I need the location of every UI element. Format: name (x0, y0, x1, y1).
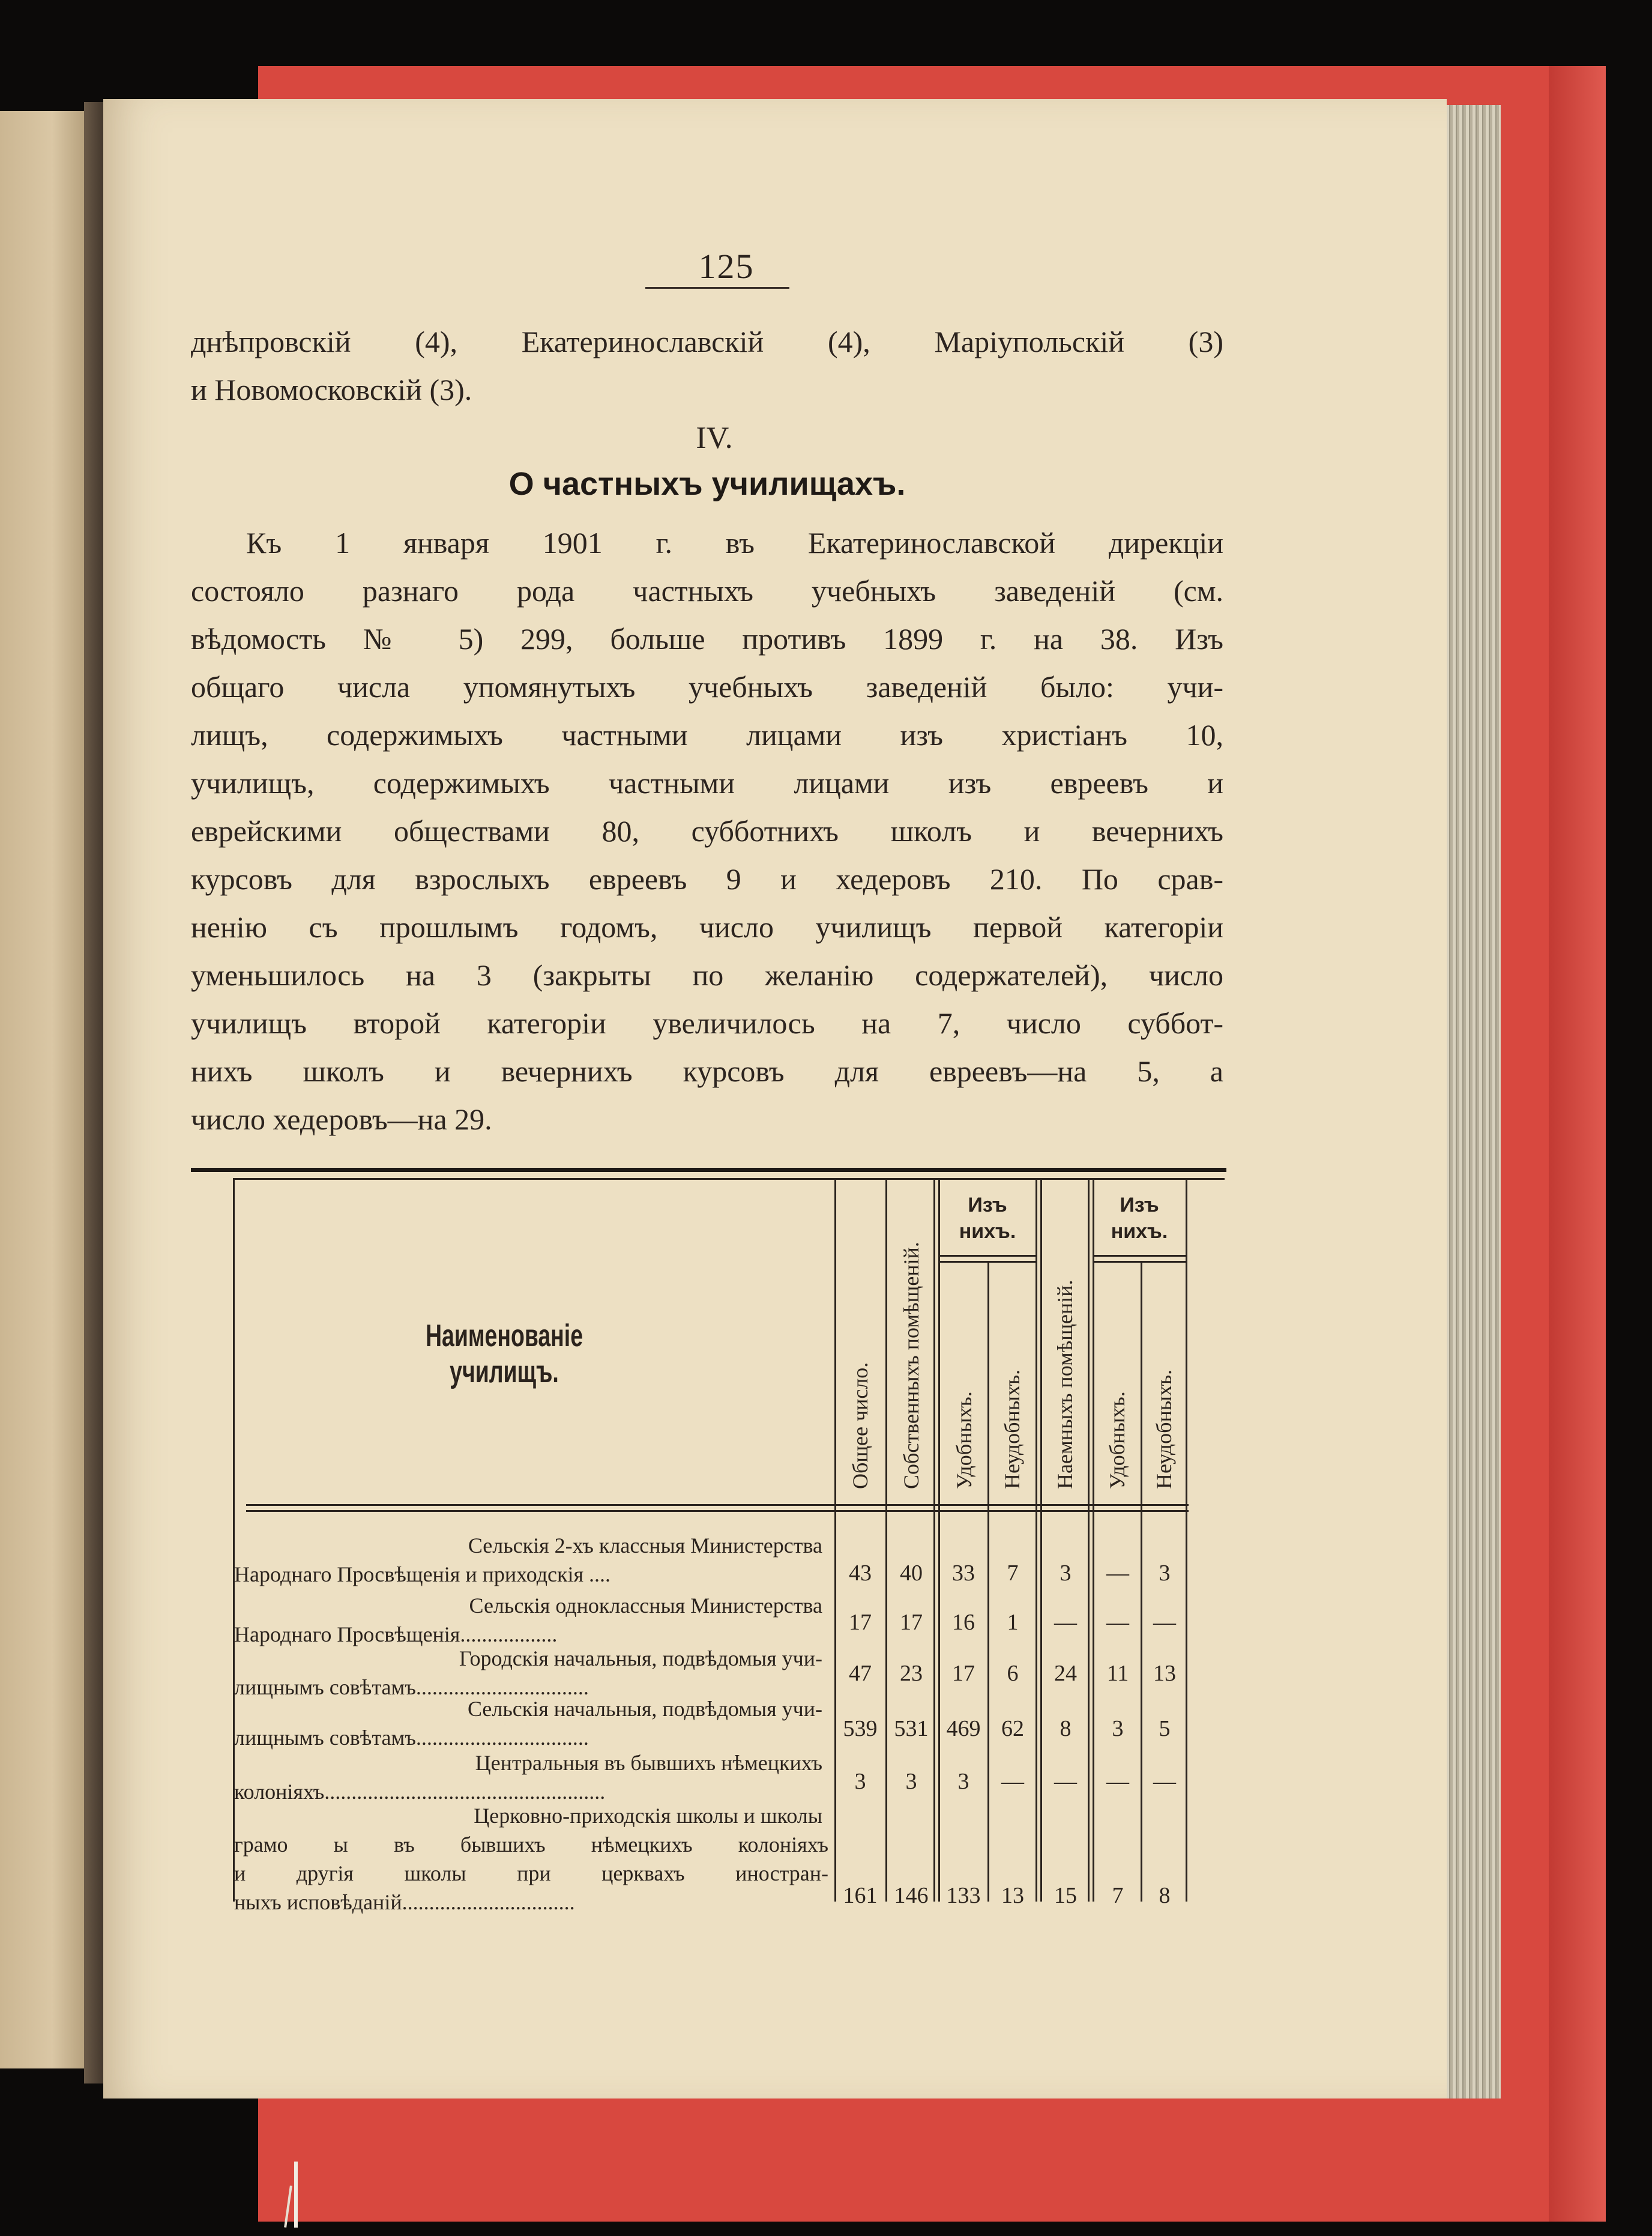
intro-line: днѣпровскій (4), Екатеринославскій (4), Маріупольскій (3) (191, 325, 1223, 358)
cell-own-suitable: 16 (952, 1610, 975, 1635)
cell-own-unsuitable: 1 (1007, 1610, 1019, 1635)
intro-line: и Новомосковскій (3). (191, 373, 472, 406)
col-header-own: Собственныхъ помѣщеній. (899, 1242, 923, 1489)
paragraph-line: общаго числа упомянутыхъ учебныхъ заведеній было: учи- (191, 670, 1223, 704)
paragraph-line: вѣдомость № 5) 299, больше противъ 1899 г. на 38. Изъ (191, 622, 1223, 656)
table-row-name: Церковно-приходскія школы и школы грамо ы въ бывшихъ нѣмецкихъ колоніяхъ и другія школы при церквахъ иностран- ныхъ исповѣданій................................ (234, 1804, 828, 1914)
cell-own: 3 (905, 1769, 917, 1794)
cell-rented-unsuitable: 13 (1153, 1661, 1176, 1686)
cell-total: 17 (849, 1610, 872, 1635)
table-row-name: Сельскія 2-хъ классныя Министерства Народнаго Просвѣщенія и приходскія .... (234, 1533, 822, 1586)
cell-total: 3 (854, 1769, 866, 1794)
cell-own-unsuitable: — (1001, 1769, 1024, 1794)
cell-rented-unsuitable: — (1153, 1769, 1176, 1794)
cell-rented: 8 (1060, 1716, 1072, 1741)
page-stack-edges (1444, 105, 1501, 2099)
cell-own-unsuitable: 62 (1001, 1716, 1024, 1741)
paragraph-line: ненію съ прошлымъ годомъ, число училищъ первой категоріи (191, 910, 1223, 944)
col-header-unsuitable: Неудобныхъ. (1000, 1369, 1024, 1489)
col-header-suitable: Удобныхъ. (1105, 1391, 1129, 1489)
cell-rented-suitable: 3 (1112, 1716, 1124, 1741)
group-rule (1093, 1261, 1187, 1263)
paragraph-line: училищъ второй категоріи увеличилось на 7, число суббот- (191, 1006, 1223, 1040)
cell-rented-suitable: — (1106, 1561, 1129, 1586)
table-row-name: Городскія начальныя, подвѣдомыя учи- лищнымъ совѣтамъ................................ (234, 1646, 822, 1699)
cell-rented: — (1054, 1610, 1077, 1635)
cover-edge (1549, 66, 1606, 2222)
cell-rented-unsuitable: 5 (1159, 1716, 1171, 1741)
cell-total: 47 (849, 1661, 872, 1686)
table-row-name: Сельскія начальныя, подвѣдомыя учи- лищнымъ совѣтамъ................................ (234, 1697, 822, 1750)
section-title: О частныхъ училищахъ. (508, 466, 906, 502)
cell-total: 539 (843, 1716, 878, 1741)
page-number: 125 (698, 247, 755, 286)
cell-rented: 15 (1054, 1883, 1077, 1908)
paragraph-line: нихъ школъ и вечернихъ курсовъ для евреевъ—на 5, а (191, 1054, 1223, 1088)
cell-rented-unsuitable: — (1153, 1610, 1176, 1635)
header-bottom-rule (246, 1510, 1189, 1512)
cell-own: 23 (900, 1661, 923, 1686)
page-number-rule (645, 287, 789, 289)
col-header-unsuitable: Неудобныхъ. (1152, 1369, 1176, 1489)
cell-own: 40 (900, 1561, 923, 1586)
left-page-edge (0, 111, 87, 2068)
paragraph-line: лищъ, содержимыхъ частными лицами изъ христіанъ 10, (191, 718, 1223, 752)
cell-rented-suitable: — (1106, 1610, 1129, 1635)
cell-rented: — (1054, 1769, 1077, 1794)
paragraph-line: число хедеровъ—на 29. (191, 1102, 492, 1136)
group-rule (938, 1255, 1037, 1257)
cell-own-suitable: 133 (946, 1883, 981, 1908)
paragraph-line: Къ 1 января 1901 г. въ Екатеринославской дирекціи (246, 526, 1223, 560)
bookmark-ribbon (294, 2162, 298, 2228)
cell-rented: 24 (1054, 1661, 1077, 1686)
cell-rented-suitable: 11 (1106, 1661, 1129, 1686)
cell-rented-suitable: — (1106, 1769, 1129, 1794)
group-header-own: Изъ нихъ. (959, 1194, 1016, 1243)
section-numeral: IV. (696, 421, 733, 455)
table-top-rule-thin (234, 1178, 1225, 1180)
cell-total: 43 (849, 1561, 872, 1586)
paragraph-line: училищъ, содержимыхъ частными лицами изъ евреевъ и (191, 766, 1223, 800)
table-name-header: Наименованіе училищъ. (425, 1319, 583, 1389)
col-header-rented: Наемныхъ помѣщеній. (1053, 1280, 1077, 1489)
cell-own: 146 (894, 1883, 929, 1908)
cell-own-suitable: 17 (952, 1661, 975, 1686)
table-top-rule (191, 1168, 1226, 1172)
cell-own: 531 (894, 1716, 929, 1741)
cell-rented-suitable: 7 (1112, 1883, 1124, 1908)
cell-total: 161 (843, 1883, 878, 1908)
header-bottom-rule (246, 1504, 1189, 1506)
paragraph-line: курсовъ для взрослыхъ евреевъ 9 и хедеровъ 210. По срав- (191, 862, 1223, 896)
paragraph-line: еврейскими обществами 80, субботнихъ школъ и вечернихъ (191, 814, 1223, 848)
table-row-name: Центральныя въ бывшихъ нѣмецкихъ колоніяхъ.................................................... (234, 1751, 822, 1804)
table-row-name: Сельскія одноклассныя Министерства Народнаго Просвѣщенія.................. (234, 1594, 822, 1646)
group-rule (1093, 1255, 1187, 1257)
cell-rented-unsuitable: 3 (1159, 1561, 1171, 1586)
cell-rented-unsuitable: 8 (1159, 1883, 1171, 1908)
paragraph-line: уменьшилось на 3 (закрыты по желанію содержателей), число (191, 958, 1223, 992)
cell-own-unsuitable: 13 (1001, 1883, 1024, 1908)
cell-own-unsuitable: 6 (1007, 1661, 1019, 1686)
cell-own-suitable: 469 (946, 1716, 981, 1741)
col-header-total: Общее число. (848, 1362, 872, 1489)
cell-own: 17 (900, 1610, 923, 1635)
paragraph-line: состояло разнаго рода частныхъ учебныхъ заведеній (см. (191, 574, 1223, 608)
col-header-suitable: Удобныхъ. (952, 1391, 976, 1489)
cell-rented: 3 (1060, 1561, 1072, 1586)
cell-own-suitable: 33 (952, 1561, 975, 1586)
group-rule (938, 1261, 1037, 1263)
group-header-rented: Изъ нихъ. (1111, 1194, 1168, 1243)
cell-own-suitable: 3 (957, 1769, 969, 1794)
cell-own-unsuitable: 7 (1007, 1561, 1019, 1586)
